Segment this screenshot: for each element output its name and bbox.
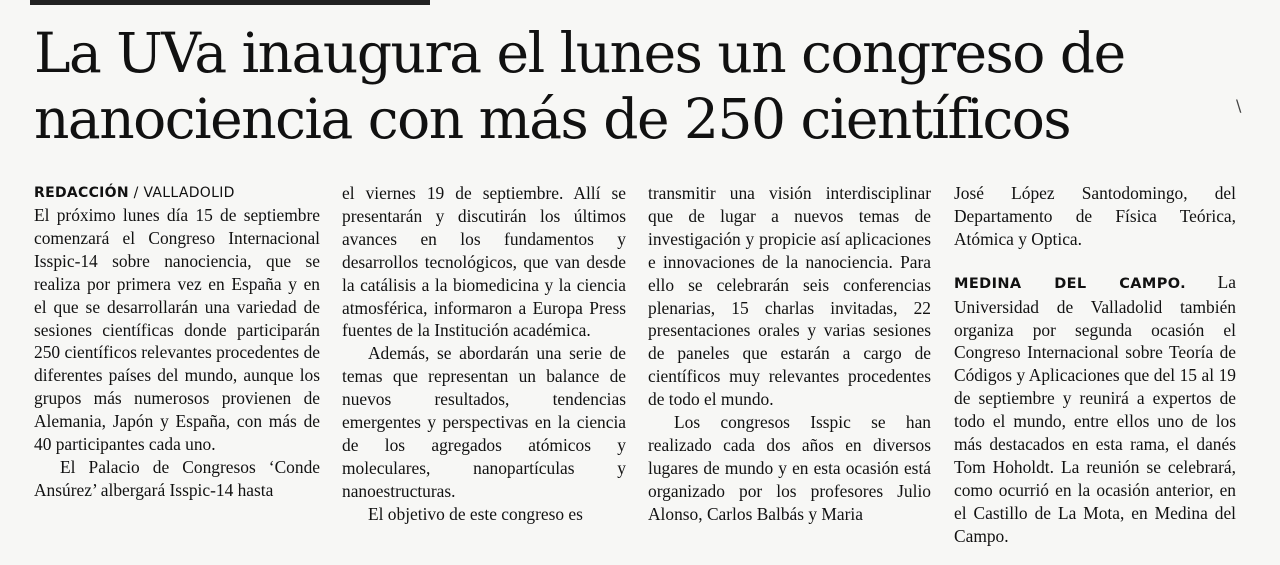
paragraph-5-end: José López Santodomingo, del Departamento de Física Teórica, Atómica y Optica. [954,183,1236,249]
byline-author: REDACCIÓN [34,185,129,201]
article-column-1 [34,182,320,557]
medina-lead-in: MEDINA DEL CAMPO. [954,275,1187,292]
section-gap [954,251,1236,271]
article-column-4 [954,182,1236,557]
paragraph-1: El próximo lunes día 15 de septiembre comenzará el Congreso Internacional Isspic-14 sobre nanociencia, que se realiza por primera vez en España y en el que se desarrollarán una variedad de sesiones científicas donde participarán 250 científicos relevantes procedentes de diferentes países del mundo, aunque los grupos más numerosos provienen de Alemania, Japón y España, con más de 40 participantes cada uno. [34,205,320,455]
top-rule [30,0,430,5]
paragraph-5-start: Los congresos Isspic se han realizado cada dos años en diversos lugares de mundo y en esta ocasión está organizado por los profesores Julio Alonso, Carlos Balbás y Maria [648,412,931,524]
paragraph-2-start: El Palacio de Congresos ‘Conde Ansúrez’ albergará Isspic-14 hasta [34,456,320,500]
paragraph-4-end: transmitir una visión interdisciplinar que de lugar a nuevos temas de investigación y propicie así aplicaciones e innovaciones de la nanociencia. Para ello se celebrarán seis conferencias plenarias, 15 charlas invitadas, 22 presentaciones orales y varias sesiones de paneles que estarán a cargo de científicos muy relevantes procedentes de todo el mundo. [648,183,931,410]
article-column-2 [342,182,626,557]
paragraph-3: Además, se abordarán una serie de temas que representan un balance de nuevos resultados, tendencias emergentes y perspectivas en la ciencia de los agregados atómicos y moleculares, nanopartículas y nanoestructuras. [342,343,626,501]
paragraph-2-end: el viernes 19 de septiembre. Allí se presentarán y discutirán los últimos avances en los fundamentos y desarrollos tecnológicos, que van desde la catálisis a la biomedicina y la ciencia atmosférica, informaron a Europa Press fuentes de la Institución académica. [342,183,626,341]
byline [34,182,320,204]
margin-mark: \ [1236,96,1242,115]
byline-separator: / [133,185,139,201]
headline-line-1: La UVa inaugura el lunes un congreso de [34,21,1125,85]
byline-location: VALLADOLID [143,185,235,201]
paragraph-6 [954,271,1236,548]
paragraph-4-start: El objetivo de este congreso es [368,503,583,524]
paragraph-6-text: La Universidad de Valladolid también organiza por segunda ocasión el Congreso Internacional sobre Teoría de Códigos y Aplicaciones que del 15 al 19 de septiembre y reunirá a expertos de todo el mundo, entre ellos uno de los más destacados en esta rama, el danés Tom Hoholdt. La reunión se celebrará, como ocurrió en la ocasión anterior, en el Castillo de La Mota, en Medina del Campo. [954,271,1236,546]
article-column-3 [648,182,931,557]
headline-line-2: nanociencia con más de 250 científicos [34,87,1071,151]
headline [34,20,1224,152]
